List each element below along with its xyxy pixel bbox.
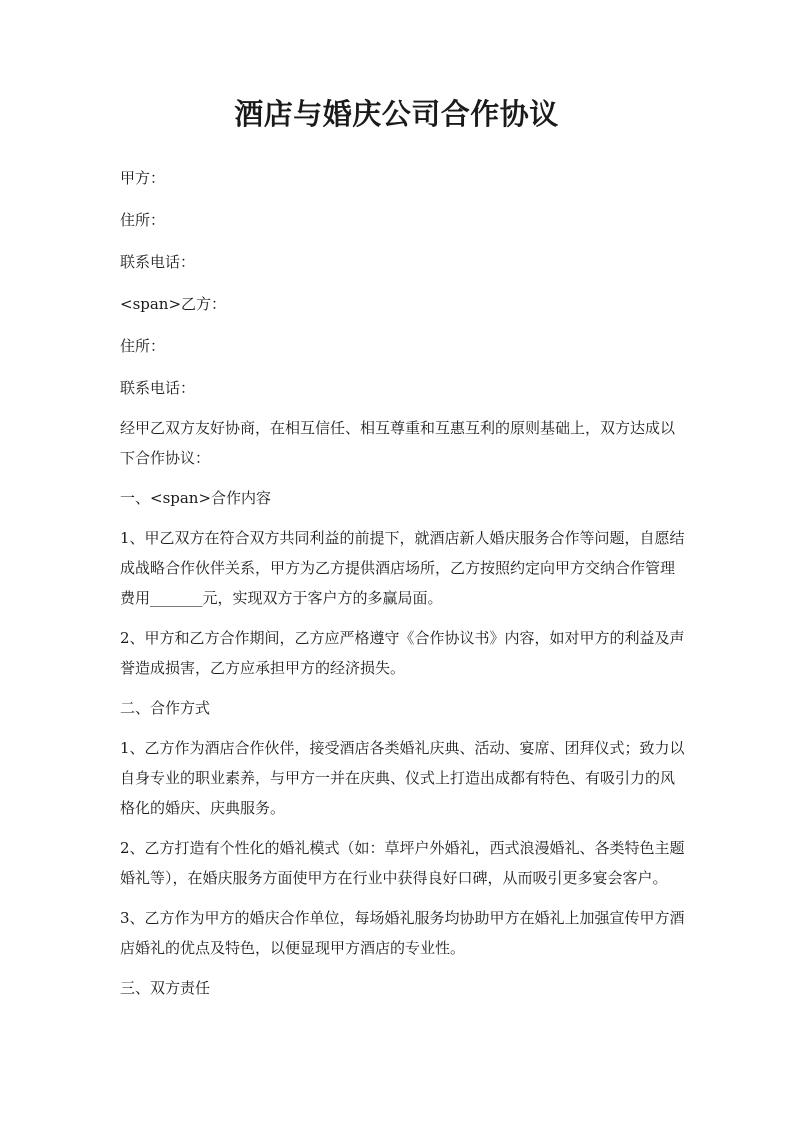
clause-line: 2、甲方和乙方合作期间，乙方应严格遵守《合作协议书》内容，如对甲方的利益及声 (120, 629, 685, 647)
clause-line: 格化的婚庆、庆典服务。 (120, 799, 286, 817)
party-b-label: <span>乙方： (120, 295, 227, 313)
party-a-address-label: 住所： (120, 211, 166, 229)
clause-line: 1、乙方作为酒店合作伙伴，接受酒店各类婚礼庆典、活动、宴席、团拜仪式；致力以 (120, 739, 685, 757)
clause-line: 成战略合作伙伴关系，甲方为乙方提供酒店场所，乙方按照约定向甲方交纳合作管理 (120, 559, 676, 577)
clause-2-1 (120, 733, 685, 823)
party-a-label: 甲方： (120, 169, 166, 187)
section-heading-responsibilities: 三、双方责任 (120, 979, 211, 997)
party-a-phone-label: 联系电话： (120, 253, 196, 271)
clause-line: 2、乙方打造有个性化的婚礼模式（如：草坪户外婚礼，西式浪漫婚礼、各类特色主题 (120, 839, 685, 857)
clause-1-2 (120, 623, 685, 683)
intro-line: 经甲乙双方友好协商，在相互信任、相互尊重和互惠互利的原则基础上，双方达成以 (120, 419, 676, 437)
page-title: 酒店与婚庆公司合作协议 (234, 97, 559, 131)
clause-2-3 (120, 903, 685, 963)
clause-line: 自身专业的职业素养，与甲方一并在庆典、仪式上打造出成都有特色、有吸引力的风 (120, 769, 676, 787)
party-b-phone-label: 联系电话： (120, 379, 196, 397)
clause-line: 誉造成损害，乙方应承担甲方的经济损失。 (120, 659, 406, 677)
clause-line: 费用_______元，实现双方于客户方的多赢局面。 (120, 589, 443, 607)
clause-line: 3、乙方作为甲方的婚庆合作单位，每场婚礼服务均协助甲方在婚礼上加强宣传甲方酒 (120, 909, 685, 927)
clause-1-1 (120, 523, 685, 613)
clause-line: 婚礼等），在婚庆服务方面使甲方在行业中获得良好口碑，从而吸引更多宴会客户。 (120, 869, 668, 887)
clause-2-2 (120, 833, 685, 893)
section-heading-cooperation-content: 一、<span>合作内容 (120, 489, 272, 507)
party-b-address-label: 住所： (120, 337, 166, 355)
intro-paragraph (120, 413, 678, 473)
clause-line: 店婚礼的优点及特色，以便显现甲方酒店的专业性。 (120, 939, 466, 957)
section-heading-cooperation-method: 二、合作方式 (120, 699, 211, 717)
intro-line: 下合作协议： (120, 449, 211, 467)
clause-line: 1、甲乙双方在符合双方共同利益的前提下，就酒店新人婚庆服务合作等问题，自愿结 (120, 529, 685, 547)
